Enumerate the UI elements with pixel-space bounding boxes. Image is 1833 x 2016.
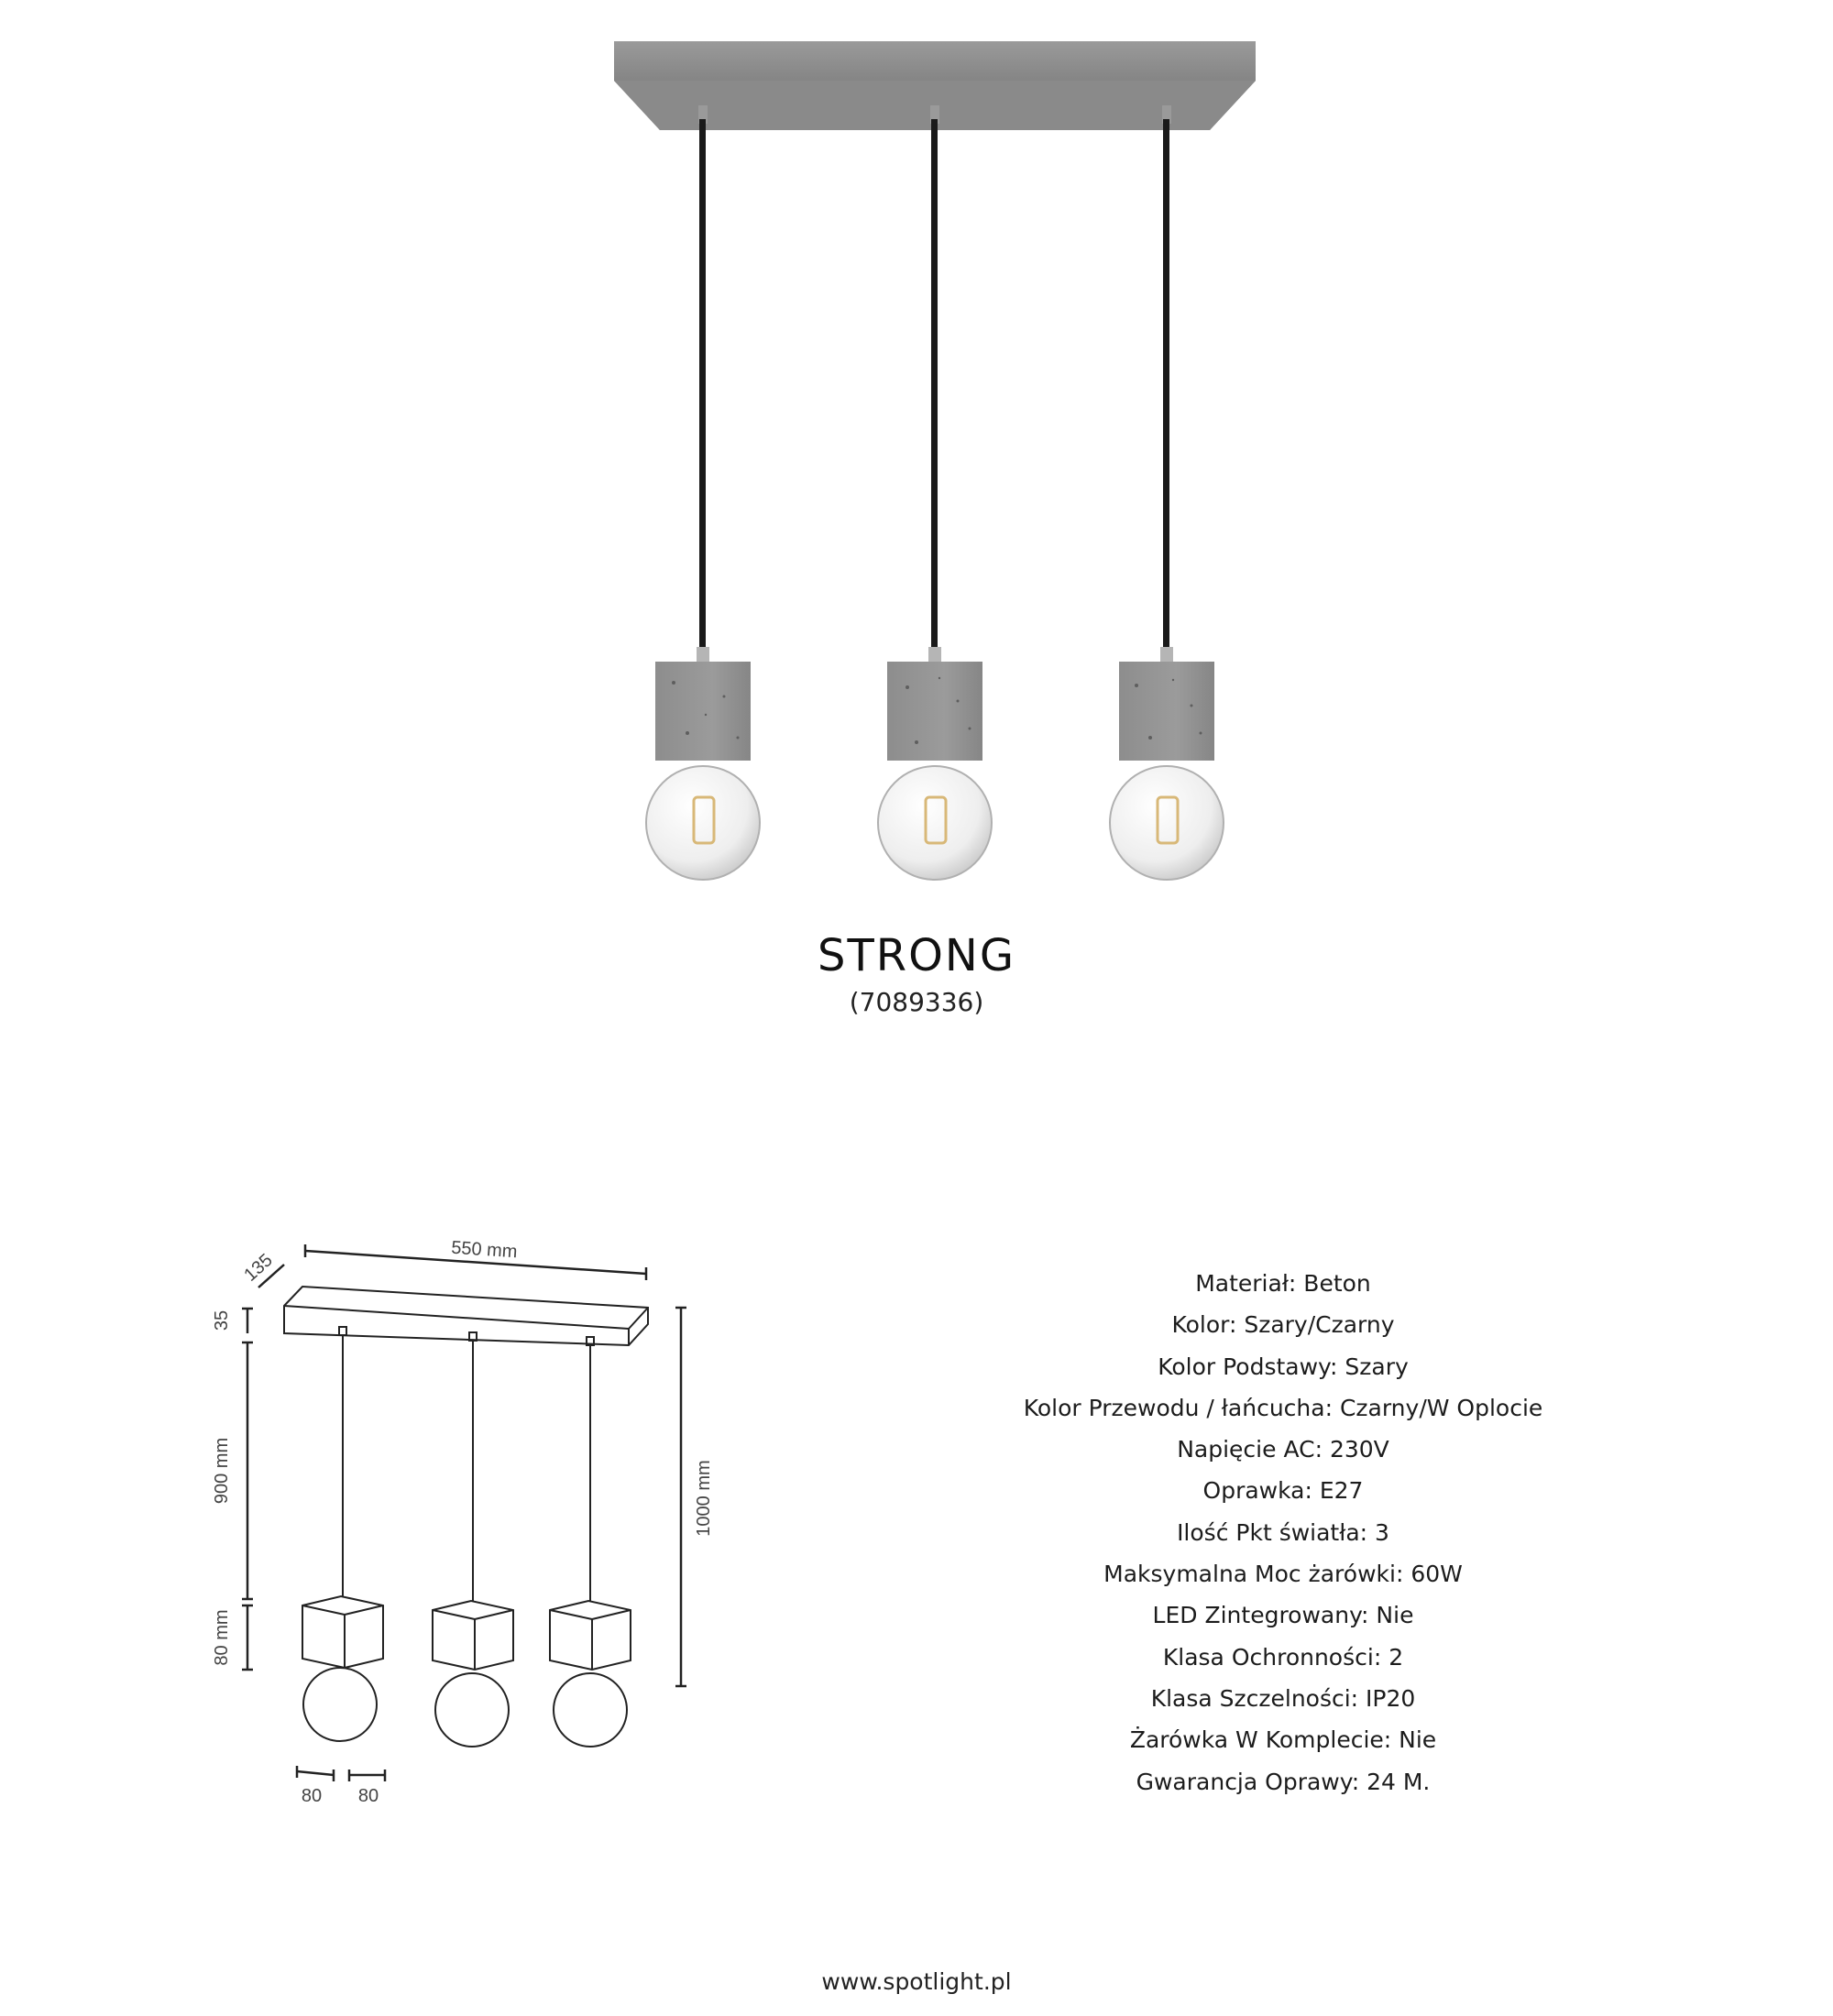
spec-item-light-points: Ilość Pkt światła: 3 xyxy=(1177,1518,1389,1546)
dimension-shade-height-label: 80 mm xyxy=(212,1609,232,1666)
dimension-drawing xyxy=(183,1219,752,1814)
product-photo xyxy=(0,0,1833,916)
dimension-cable-length-label: 900 mm xyxy=(212,1437,232,1505)
dimension-shade-gap-label: 80 xyxy=(357,1786,379,1806)
spec-list xyxy=(916,1263,1650,1802)
spec-item-bulb-included: Żarówka W Komplecie: Nie xyxy=(1129,1726,1437,1754)
pendant-light-3 xyxy=(1110,105,1224,880)
dimension-canopy-height-label: 35 xyxy=(212,1309,232,1331)
spec-item-warranty: Gwarancja Oprawy: 24 M. xyxy=(1136,1768,1431,1795)
spec-item-cable-color: Kolor Przewodu / łańcucha: Czarny/W Oplocie xyxy=(1023,1394,1543,1421)
pendant-light-1 xyxy=(646,105,760,880)
product-code: (7089336) xyxy=(849,987,984,1017)
dimension-length-label: 550 mm xyxy=(450,1237,519,1263)
spec-item-socket: Oprawka: E27 xyxy=(1202,1477,1364,1505)
dimension-depth-label: 135 xyxy=(240,1250,277,1286)
dimension-total-height-label: 1000 mm xyxy=(694,1460,714,1537)
dimension-shade-width-label: 80 xyxy=(301,1786,323,1806)
spec-item-color: Kolor: Szary/Czarny xyxy=(1171,1311,1395,1339)
spec-item-protection-class: Klasa Ochronności: 2 xyxy=(1162,1643,1404,1671)
spec-item-voltage: Napięcie AC: 230V xyxy=(1177,1436,1389,1463)
spec-item-led: LED Zintegrowany: Nie xyxy=(1152,1602,1414,1629)
spec-item-max-power: Maksymalna Moc żarówki: 60W xyxy=(1103,1561,1463,1588)
website-link[interactable]: www.spotlight.pl xyxy=(821,1968,1012,1995)
spec-item-base-color: Kolor Podstawy: Szary xyxy=(1158,1353,1409,1380)
spec-item-material: Materiał: Beton xyxy=(1195,1270,1371,1297)
product-name: STRONG xyxy=(817,930,1016,981)
spec-item-ip-rating: Klasa Szczelności: IP20 xyxy=(1150,1684,1416,1712)
pendant-light-2 xyxy=(878,105,992,880)
